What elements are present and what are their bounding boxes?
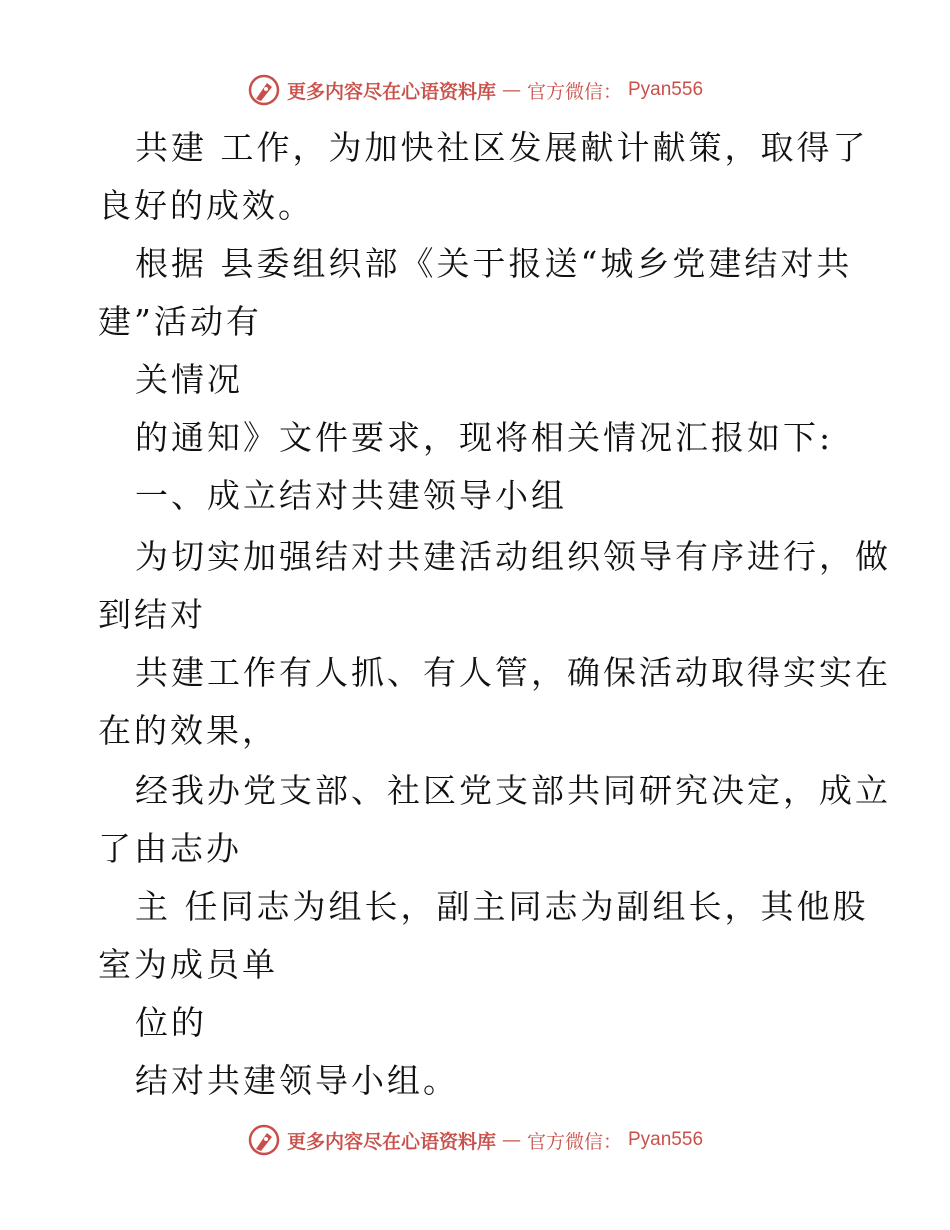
banner-wechat-id: Pyan556: [628, 79, 704, 100]
banner-text: 更多内容尽在心语资料库: [286, 1130, 496, 1153]
paragraph-line: 经我办党支部、社区党支部共同研究决定，成立: [135, 771, 891, 810]
paragraph-line: 的通知》文件要求，现将相关情况汇报如下:: [135, 418, 834, 457]
paragraph-line: 根据 县委组织部《关于报送“城乡党建结对共: [135, 244, 853, 283]
paragraph-line: 建”活动有: [98, 302, 262, 341]
paragraph-line: 到结对: [98, 595, 206, 634]
paragraph-line: 了由志办: [98, 829, 242, 868]
paragraph-line: 在的效果，: [98, 711, 278, 750]
paragraph-line: 为切实加强结对共建活动组织领导有序进行，做: [135, 537, 891, 576]
banner-wechat-label: 官方微信：: [526, 80, 622, 103]
paragraph-line: 主 任同志为组长，副主同志为副组长，其他股: [135, 887, 869, 926]
paragraph-line: 关情况: [135, 360, 243, 399]
pen-nib-logo-icon: [247, 73, 281, 107]
pen-nib-logo-icon: [247, 1123, 281, 1157]
section-heading: 一、成立结对共建领导小组: [135, 476, 567, 515]
header-banner: [0, 70, 950, 110]
banner-wechat-label: 官方微信：: [526, 1130, 622, 1153]
paragraph-line: 共建 工作，为加快社区发展献计献策，取得了: [135, 128, 869, 167]
footer-banner: [0, 1120, 950, 1160]
paragraph-line: 共建工作有人抓、有人管，确保活动取得实实在: [135, 653, 891, 692]
paragraph-line: 结对共建领导小组。: [135, 1061, 459, 1100]
banner-text: 更多内容尽在心语资料库: [286, 80, 496, 103]
banner-separator: —: [501, 79, 521, 101]
banner-wechat-id: Pyan556: [628, 1129, 704, 1150]
banner-separator: —: [501, 1129, 521, 1151]
paragraph-line: 位的: [135, 1003, 207, 1042]
paragraph-line: 室为成员单: [98, 945, 278, 984]
paragraph-line: 良好的成效。: [98, 186, 314, 225]
